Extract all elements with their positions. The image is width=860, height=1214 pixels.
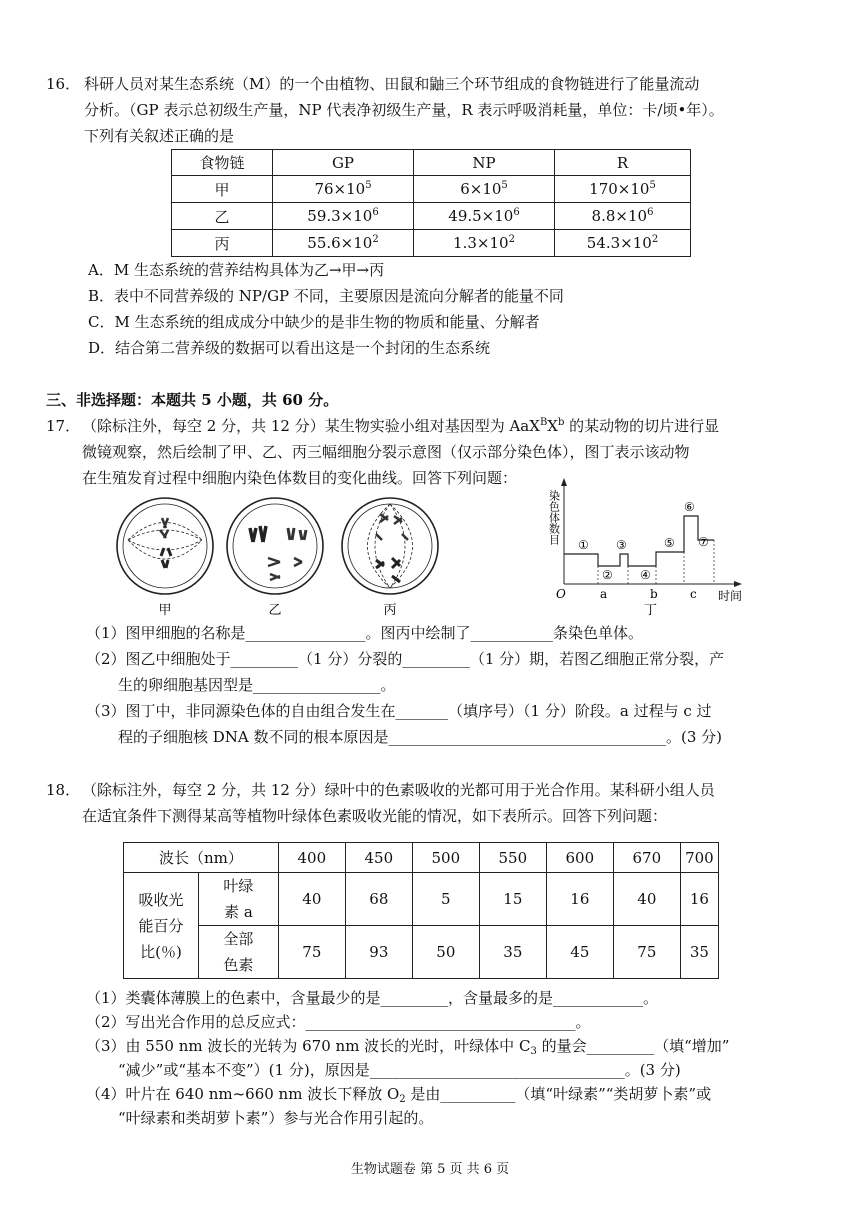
q18-wavelength-cell: 400	[278, 843, 345, 873]
q18-line1: （除标注外，每空 2 分，共 12 分）绿叶中的色素吸收的光都可用于光合作用。某科研小组人员	[82, 781, 715, 799]
q16-gp-cell: $76\times 10^5$	[273, 176, 414, 203]
q16-option-a: A．M 生态系统的营养结构具体为乙→甲→丙	[88, 261, 385, 279]
q18-wavelength-cell: 700	[680, 843, 718, 873]
q16-header-cell: NP	[414, 150, 555, 176]
q16-gp-cell: $59.3\times 10^6$	[273, 203, 414, 230]
graph-mark: ⑦	[698, 535, 709, 549]
cell-bing	[342, 498, 438, 594]
cell-jia	[117, 498, 213, 594]
q16-line2: 分析。（GP 表示总初级生产量，NP 代表净初级生产量，R 表示呼吸消耗量，单位：卡/顷•年）。	[84, 101, 724, 119]
graph-mark: ⑥	[684, 500, 695, 514]
q18-sub3-line2: “减少”或“基本不变”）(1 分)，原因是__________________________________。(3 分)	[118, 1061, 681, 1079]
q16-chain-name: 丙	[172, 230, 273, 257]
graph-y-label: 染色体数目	[548, 490, 561, 545]
section-heading: 三、非选择题：本题共 5 小题，共 60 分。	[46, 391, 339, 409]
cell-label-yi: 乙	[268, 603, 282, 618]
q17-line3: 在生殖发育过程中细胞内染色体数目的变化曲线。回答下列问题：	[82, 469, 518, 487]
graph-tick: b	[650, 587, 658, 601]
q18-sub2: （2）写出光合作用的总反应式：____________________________________。	[86, 1013, 591, 1031]
graph-tick: c	[690, 587, 697, 601]
q18-value-cell: 40	[278, 873, 345, 926]
q18-sub4-line1: （4）叶片在 640 nm~660 nm 波长下释放 $O_2$ 是由__________（填“叶绿素”“类胡萝卜素”或	[86, 1085, 712, 1105]
q16-header-cell: R	[555, 150, 691, 176]
q16-r-cell: $54.3\times 10^2$	[555, 230, 691, 257]
q18-value-cell: 15	[479, 873, 546, 926]
q18-wavelength-cell: 450	[345, 843, 412, 873]
q16-line3: 下列有关叙述正确的是	[84, 127, 235, 145]
q17-sub3-line1: （3）图丁中，非同源染色体的自由组合发生在_______（填序号）（1 分）阶段。a 过程与 c 过	[86, 702, 712, 720]
graph-mark: ①	[578, 538, 589, 552]
q16-chain-name: 乙	[172, 203, 273, 230]
table-row	[172, 203, 691, 230]
q18-value-cell: 75	[613, 926, 680, 979]
q16-chain-name: 甲	[172, 176, 273, 203]
q18-sub3-line1: （3）由 550 nm 波长的光转为 670 nm 波长的光时，叶绿体中 $C_3$ 的量会_________（填“增加”	[86, 1037, 730, 1057]
q18-wavelength-cell: 550	[479, 843, 546, 873]
table-row	[124, 926, 719, 979]
graph-caption: 丁	[644, 603, 658, 616]
q17-sub2-line1: （2）图乙中细胞处于_________（1 分）分裂的_________（1 分）期，若图乙细胞正常分裂，产	[86, 650, 725, 668]
cell-yi	[227, 498, 323, 594]
q16-np-cell: $6\times 10^5$	[414, 176, 555, 203]
q16-r-cell: $170\times 10^5$	[555, 176, 691, 203]
q16-np-cell: $49.5\times 10^6$	[414, 203, 555, 230]
q16-np-cell: $1.3\times 10^2$	[414, 230, 555, 257]
q18-value-cell: 35	[479, 926, 546, 979]
q18-row-label: 叶绿 素 a	[199, 873, 279, 926]
cell-label-bing: 丙	[383, 603, 397, 618]
table-row	[124, 873, 719, 926]
q18-line2: 在适宜条件下测得某高等植物叶绿体色素吸收光能的情况，如下表所示。回答下列问题：	[82, 807, 668, 825]
q18-wavelength-header: 波长（nm）	[124, 843, 279, 873]
q17-sub3-line2: 程的子细胞核 DNA 数不同的根本原因是_____________________________________。(3 分)	[118, 728, 723, 746]
q16-header-cell: 食物链	[172, 150, 273, 176]
q16-option-c: C．M 生态系统的组成成分中缺少的是非生物的物质和能量、分解者	[88, 313, 540, 331]
q18-sub4-line2: “叶绿素和类胡萝卜素”）参与光合作用引起的。	[118, 1109, 434, 1127]
q17-sub1: （1）图甲细胞的名称是________________。图丙中绘制了___________条染色单体。	[86, 624, 644, 642]
q18-value-cell: 35	[680, 926, 718, 979]
q16-energy-table	[171, 149, 691, 257]
q18-sub1: （1）类囊体薄膜上的色素中，含量最少的是_________，含量最多的是____________。	[86, 989, 659, 1007]
cell-division-figures	[110, 490, 450, 620]
cell-label-jia: 甲	[158, 603, 172, 618]
q18-value-cell: 50	[412, 926, 479, 979]
q16-option-d: D．结合第二营养级的数据可以看出这是一个封闭的生态系统	[88, 339, 491, 357]
q16-number: 16．	[46, 75, 81, 93]
q16-gp-cell: $55.6\times 10^2$	[273, 230, 414, 257]
q18-value-cell: 68	[345, 873, 412, 926]
graph-mark: ④	[640, 568, 651, 582]
q18-wavelength-cell: 600	[546, 843, 613, 873]
table-row	[172, 176, 691, 203]
q17-sub2-line2: 生的卵细胞基因型是_________________。	[118, 676, 396, 694]
graph-x-label: 时间	[718, 589, 743, 603]
q18-wavelength-cell: 500	[412, 843, 479, 873]
graph-mark: ③	[616, 538, 627, 552]
graph-origin: O	[556, 587, 566, 601]
q18-row-label: 全部 色素	[199, 926, 279, 979]
q18-number: 18．	[46, 781, 81, 799]
page-footer: 生物试题卷 第 5 页 共 6 页	[350, 1162, 510, 1177]
q16-line1: 科研人员对某生态系统（M）的一个由植物、田鼠和鼬三个环节组成的食物链进行了能量流动	[84, 75, 700, 93]
q16-option-b: B．表中不同营养级的 NP/GP 不同，主要原因是流向分解者的能量不同	[88, 287, 564, 305]
q18-value-cell: 45	[546, 926, 613, 979]
graph-tick: a	[600, 587, 608, 601]
q16-header-cell: GP	[273, 150, 414, 176]
q18-wavelength-cell: 670	[613, 843, 680, 873]
q18-absorption-table	[123, 842, 719, 979]
q16-r-cell: $8.8\times 10^6$	[555, 203, 691, 230]
graph-mark: ②	[602, 568, 613, 582]
q17-number: 17．	[46, 417, 81, 435]
graph-mark: ⑤	[664, 536, 675, 550]
q18-group-label: 吸收光 能百分 比(％)	[124, 873, 199, 979]
q18-value-cell: 75	[278, 926, 345, 979]
q18-value-cell: 40	[613, 873, 680, 926]
chromosome-graph	[548, 476, 748, 616]
q18-value-cell: 16	[680, 873, 718, 926]
q17-line2: 微镜观察，然后绘制了甲、乙、丙三幅细胞分裂示意图（仅示部分染色体），图丁表示该动物	[82, 443, 690, 461]
q18-value-cell: 5	[412, 873, 479, 926]
q18-value-cell: 16	[546, 873, 613, 926]
q17-line1: （除标注外，每空 2 分，共 12 分）某生物实验小组对基因型为 $AaX^BX^b$ 的某动物的切片进行显	[82, 417, 720, 435]
table-row	[172, 230, 691, 257]
q18-value-cell: 93	[345, 926, 412, 979]
